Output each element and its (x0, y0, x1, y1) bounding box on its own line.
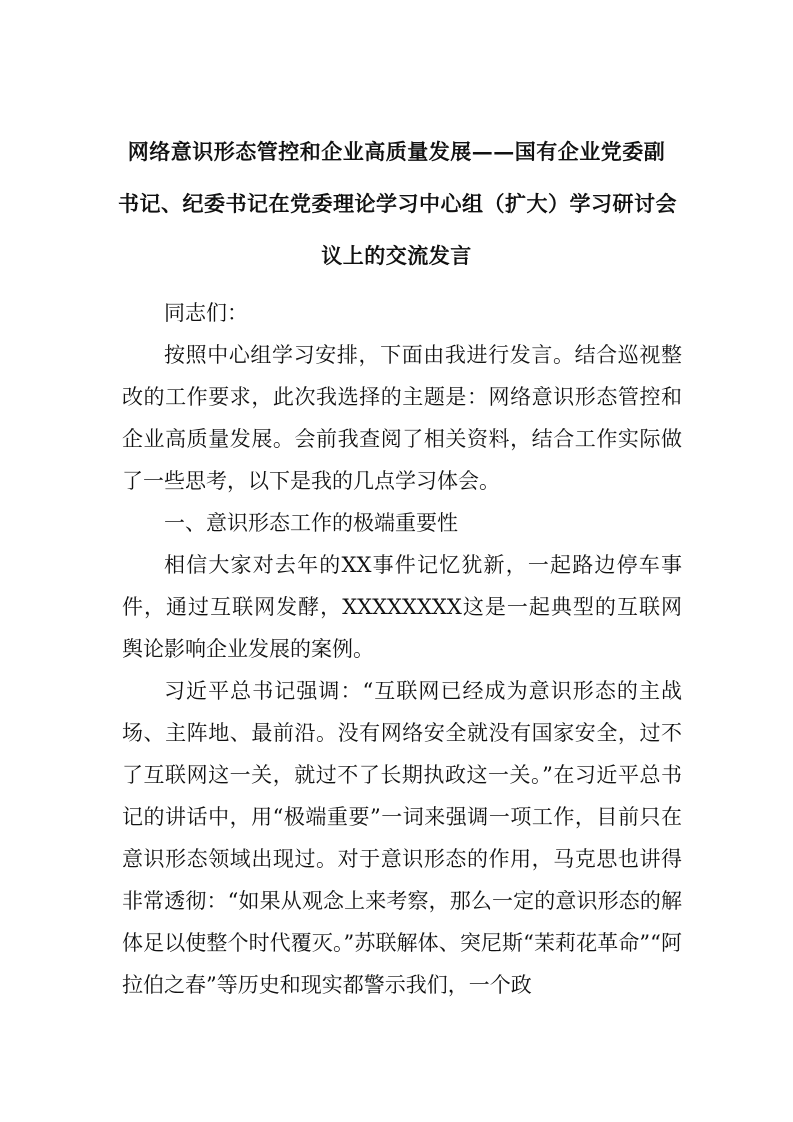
salutation: 同志们： (164, 301, 248, 325)
title-line-1: 网络意识形态管控和企业高质量发展——国有企业党委副 (127, 139, 666, 164)
document-title (118, 126, 675, 282)
section-heading-1: 一、意识形态工作的极端重要性 (164, 511, 458, 535)
section-1-paragraph-1: 相信大家对去年的XX事件记忆犹新，一起路边停车事件，通过互联网发酵，XXXXXXXX这是一起典型的互联网舆论影响企业发展的案例。 (122, 553, 682, 661)
title-line-2: 书记、纪委书记在党委理论学习中心组（扩大）学习研讨会 (118, 191, 677, 216)
section-1-paragraph-2: 习近平总书记强调：“互联网已经成为意识形态的主战场、主阵地、最前沿。没有网络安全就没有国家安全，过不了互联网这一关，就过不了长期执政这一关。”在习近平总书记的讲话中，用“极端重要”一词来强调一项工作，目前只在意识形态领域出现过。对于意识形态的作用，马克思也讲得非常透彻：“如果从观念上来考察，那么一定的意识形态的解体足以使整个时代覆灭。”苏联解体、突尼斯“茉莉花革命”“阿拉伯之春”等历史和现实都警示我们，一个政 (122, 679, 682, 997)
title-line-3: 议上的交流发言 (321, 243, 472, 268)
intro-paragraph: 按照中心组学习安排，下面由我进行发言。结合巡视整改的工作要求，此次我选择的主题是：网络意识形态管控和企业高质量发展。会前我查阅了相关资料，结合工作实际做了一些思考，以下是我的几点学习体会。 (122, 343, 682, 493)
document-body (122, 292, 682, 1006)
